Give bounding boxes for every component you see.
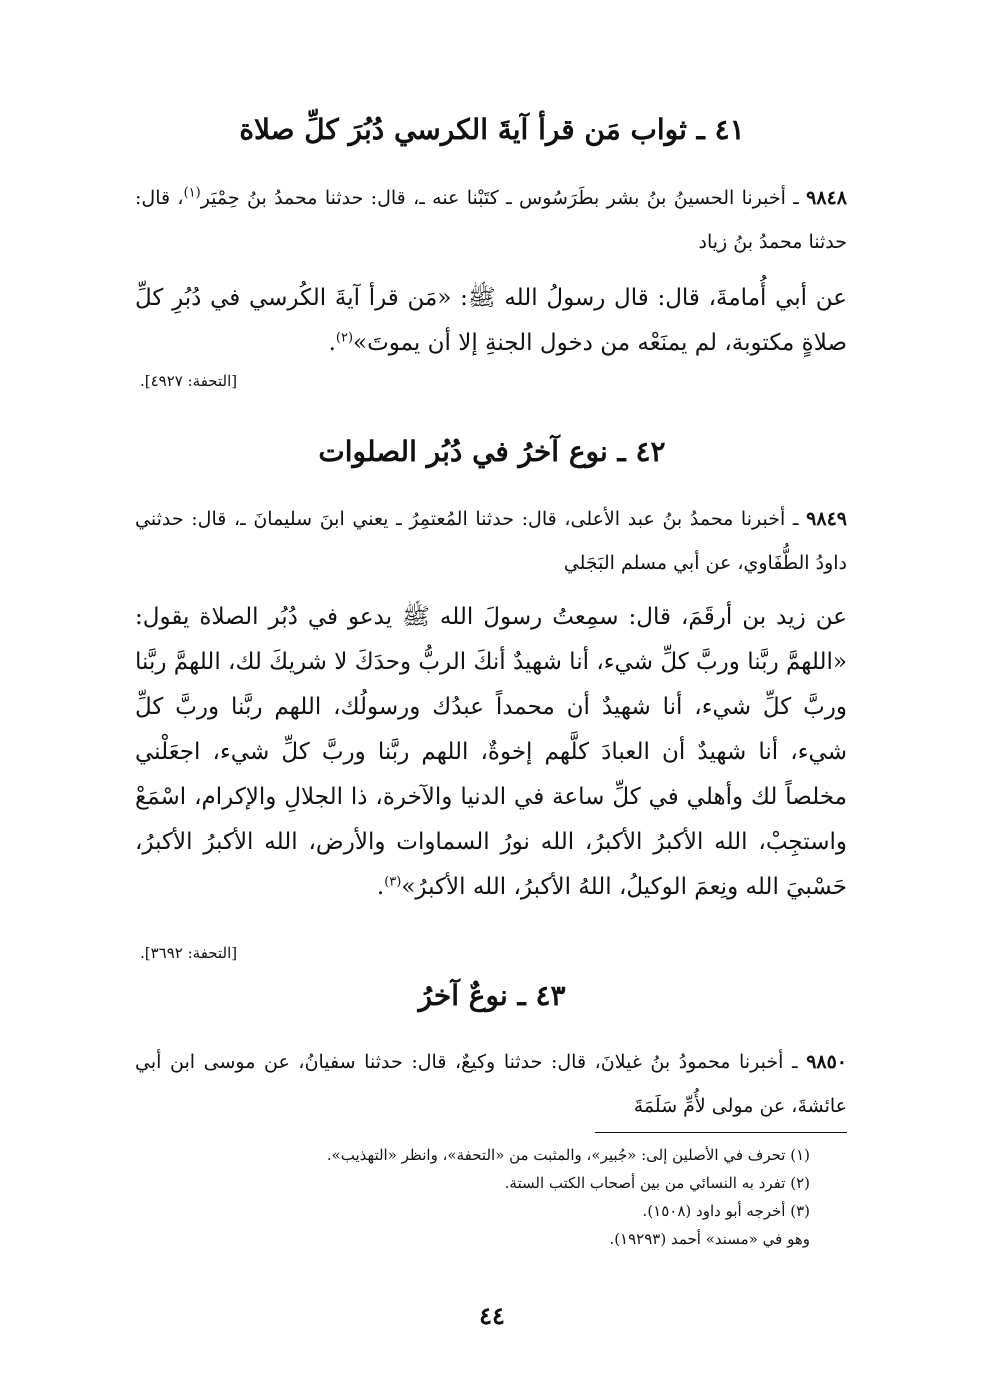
- hadith-9849-isnad: [135, 497, 847, 585]
- hadith-9848-isnad: [135, 176, 847, 264]
- tuhfa-reference: [التحفة: ٤٩٢٧].: [140, 372, 238, 390]
- isnad-text: أخبرنا محمودُ بنُ غيلانَ، قال: حدثنا وكيعٌ، قال: حدثنا سفيانُ، عن موسى ابن أبي عائشةَ، عن مولى لأُمِّ سَلَمَةَ: [135, 1051, 847, 1117]
- footnotes: [300, 1141, 810, 1253]
- footnote-1: (١) تحرف في الأصلين إلى: «جُبير»، والمثبت من «التحفة»، وانظر «التهذيب».: [326, 1146, 810, 1164]
- hadith-9849-matn: [135, 595, 847, 910]
- footnote-ref: (٣): [384, 874, 402, 890]
- matn-text: عن زيد بن أرقَمَ، قال: سمِعتُ رسولَ الله ﷺ يدعو في دُبُر الصلاة يقول: «اللهمَّ ربَّنا وربَّ كلِّ شيء، أنا شهيدٌ أنكَ الربُّ وحدَكَ لا شريكَ لك، اللهمَّ ربَّنا وربَّ كلِّ شيء، أنا شهيدٌ أن محمداً عبدُك ورسولُك، اللهم ربَّنا وربَّ كلِّ شيء، أنا شهيدٌ أن العبادَ كلَّهم إخوةٌ، اللهم ربَّنا وربَّ كلِّ شيء، اجعَلْني مخلصاً لك وأهلي في كلِّ ساعة في الدنيا والآخرة، ذا الجلالِ والإكرام، اسْمَعْ واستجِبْ، الله الأكبرُ الأكبرُ، الله نورُ السماوات والأرض، الله الأكبرُ الأكبرُ، حَسْبيَ الله ونِعمَ الوكيلُ، اللهُ الأكبرُ، الله الأكبرُ»: [135, 604, 847, 900]
- section-heading-41: ٤١ ـ ثواب مَن قرأ آيةَ الكرسي دُبُرَ كلِّ صلاة: [239, 113, 745, 146]
- tuhfa-reference: [التحفة: ٣٦٩٢].: [140, 944, 238, 962]
- matn-text: عن أبي أُمامةَ، قال: قال رسولُ الله ﷺ: «مَن قرأ آيةَ الكُرسي في دُبُرِ كلِّ صلاةٍ مكتوبة، لم يمنَعْه من دخول الجنةِ إلا أن يموتَ»: [135, 285, 847, 356]
- hadith-number: ٩٨٤٩: [806, 508, 847, 530]
- footnote-ref: (١): [183, 185, 201, 201]
- hadith-number: ٩٨٥٠: [806, 1051, 848, 1073]
- period: .: [376, 874, 385, 900]
- footnote-3: (٣) أخرجه أبو داود (١٥٠٨).: [642, 1202, 810, 1220]
- period: .: [328, 330, 336, 356]
- dash: ـ: [785, 187, 799, 209]
- dash: ـ: [783, 1051, 798, 1073]
- footnote-2: (٢) تفرد به النسائي من بين أصحاب الكتب الستة.: [504, 1174, 810, 1192]
- isnad-text: أخبرنا محمدُ بنُ عبد الأعلى، قال: حدثنا المُعتمِرُ ـ يعني ابنَ سليمانَ ـ، قال: حدثني داودُ الطُّفَاوي، عن أبي مسلم البَجَلي: [135, 508, 847, 574]
- dash: ـ: [785, 508, 799, 530]
- page-number: ٤٤: [479, 1301, 505, 1330]
- footnote-ref: (٢): [335, 330, 354, 346]
- hadith-9848-matn: [135, 276, 847, 366]
- footnote-3-continued: وهو في «مسند» أحمد (١٩٢٩٣).: [609, 1230, 810, 1248]
- footnote-divider: [595, 1132, 847, 1133]
- isnad-text-continued: ، قال: حدثنا محمدُ بنُ زياد: [135, 187, 847, 253]
- hadith-9850-isnad: [135, 1040, 847, 1128]
- section-heading-42: ٤٢ ـ نوع آخرُ في دُبُر الصلوات: [318, 435, 666, 468]
- hadith-number: ٩٨٤٨: [806, 187, 847, 209]
- section-heading-43: ٤٣ ـ نوعٌ آخرُ: [418, 979, 566, 1012]
- isnad-text: أخبرنا الحسينُ بنُ بشر بطَرَسُوس ـ كتَبْنا عنه ـ، قال: حدثنا محمدُ بنُ حِمْيَر: [200, 187, 786, 209]
